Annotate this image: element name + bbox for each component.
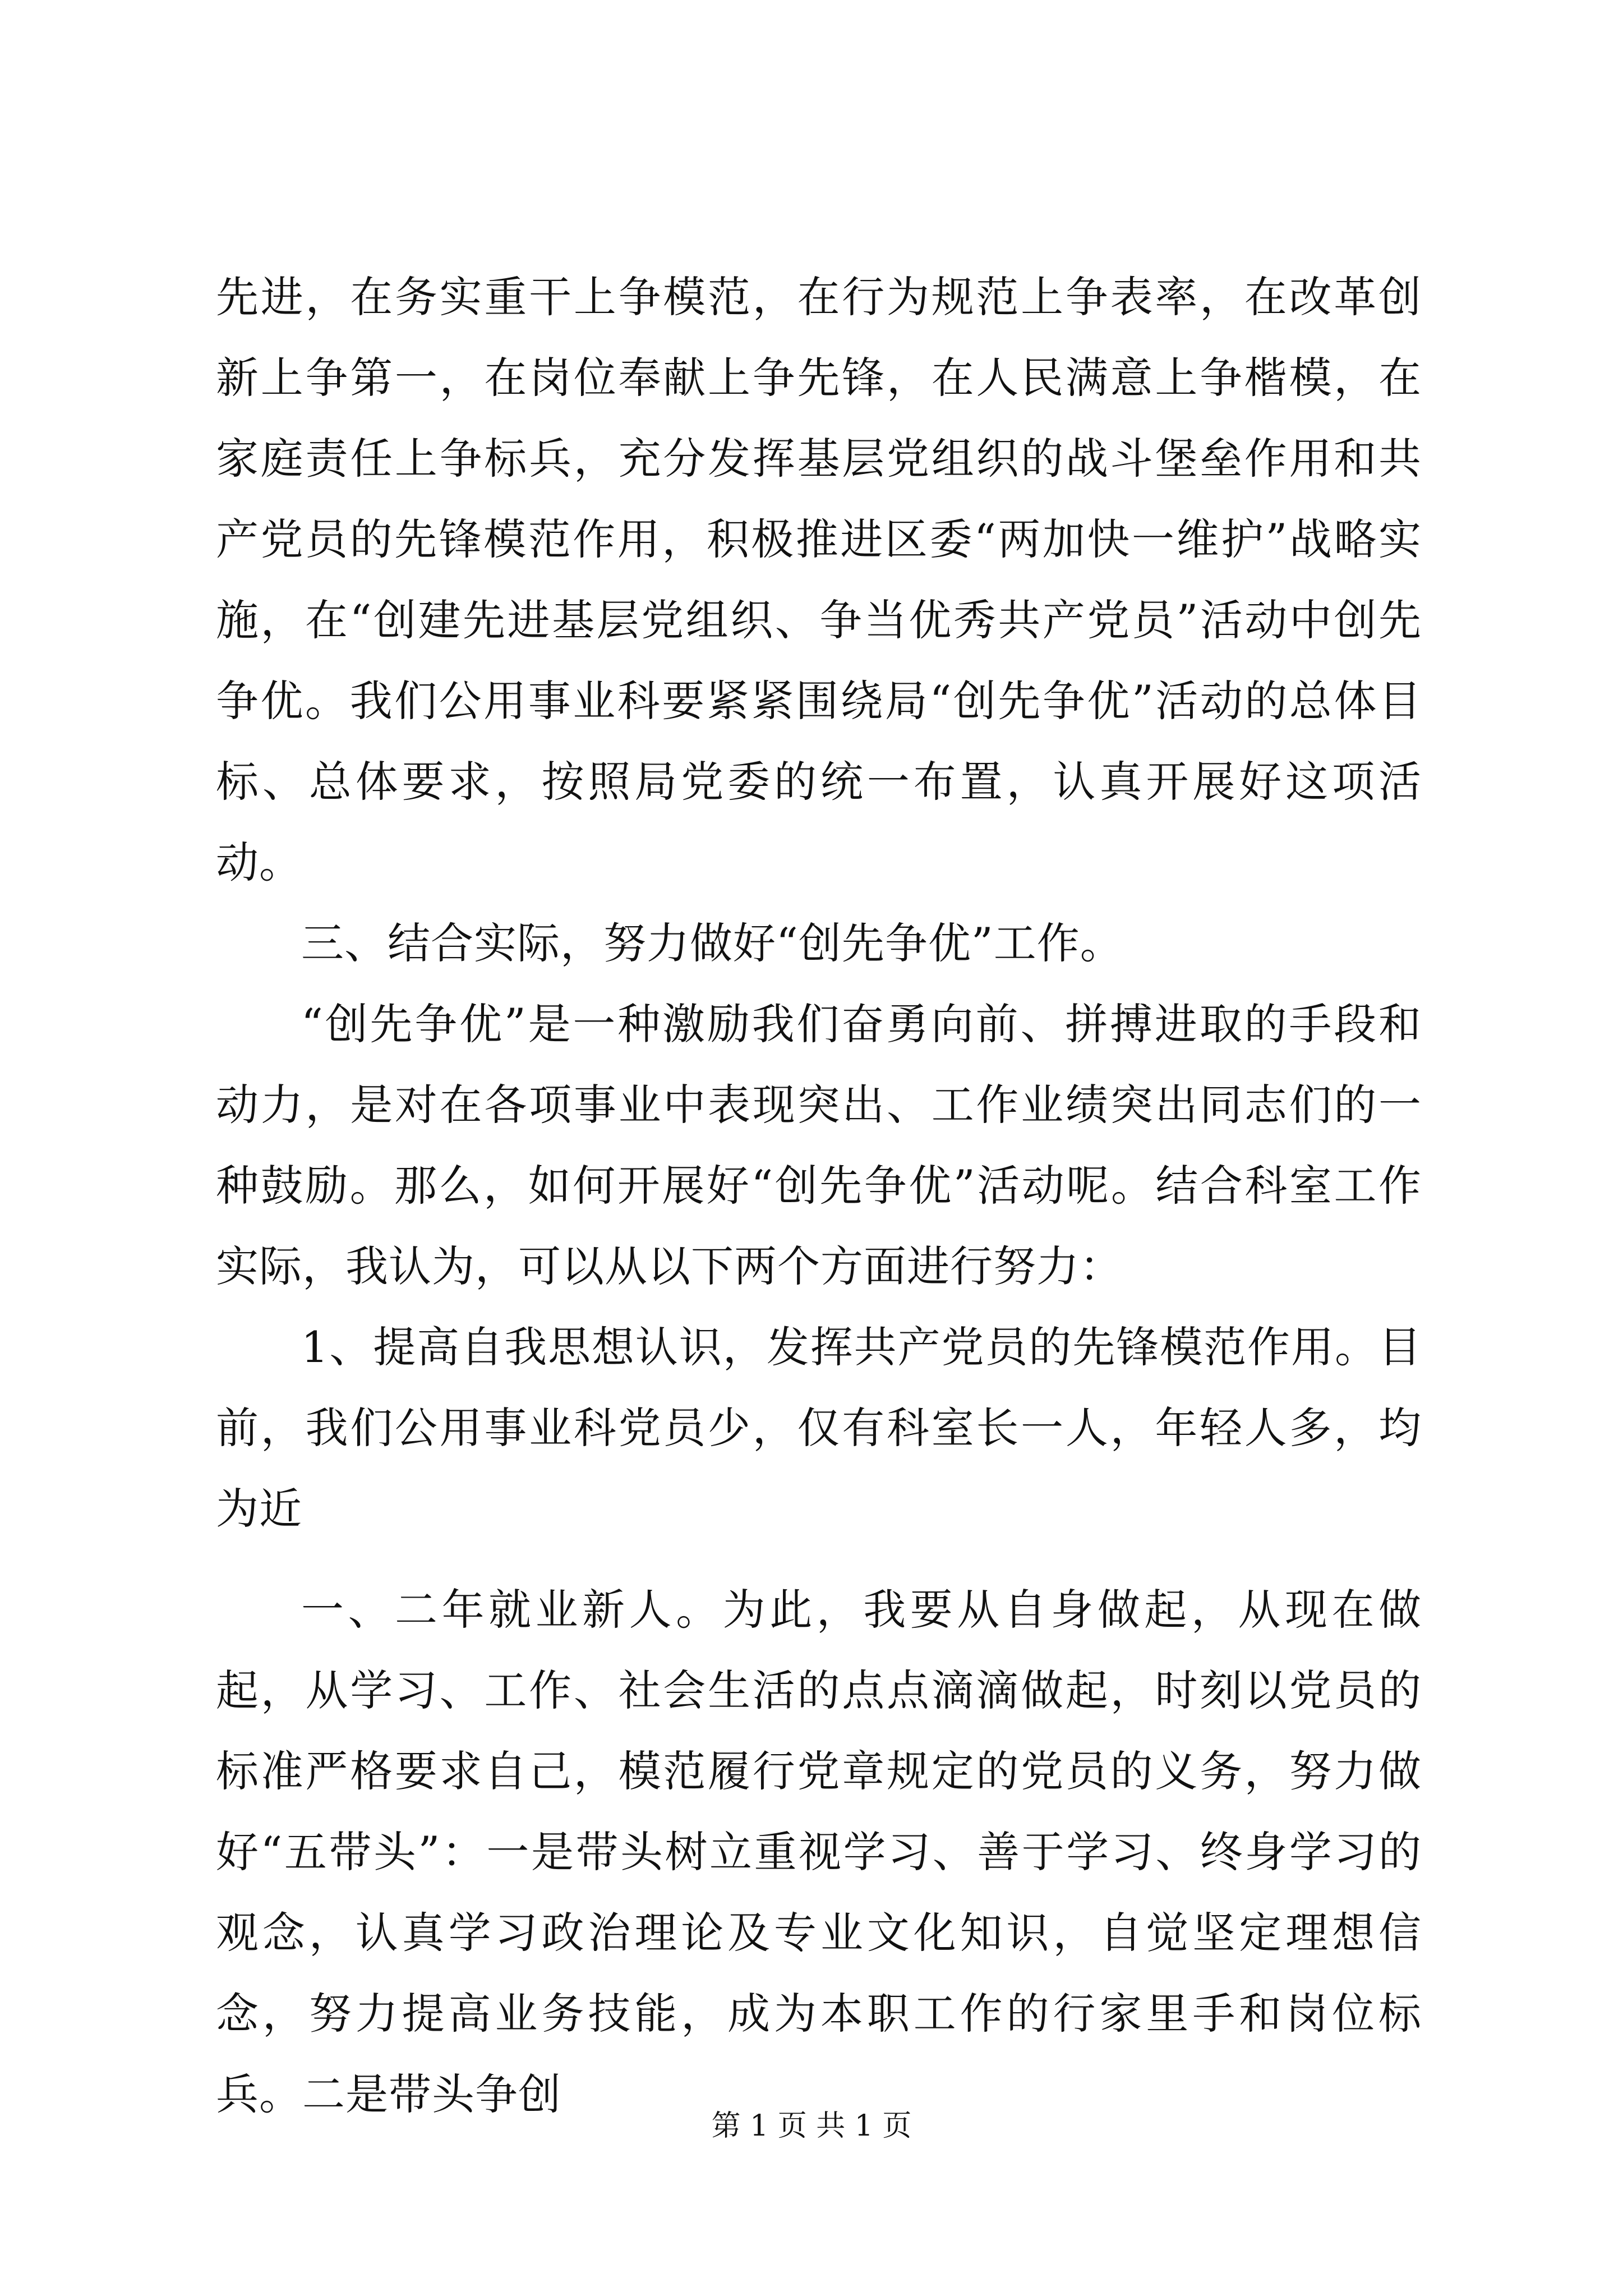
paragraph-section-heading: 三、结合实际，努力做好“创先争优”工作。 — [301, 918, 1123, 968]
document-body — [216, 257, 1422, 2135]
paragraph-five-leads: 一、二年就业新人。为此，我要从自身做起，从现在做起，从学习、工作、社会生活的点点滴滴做起，时刻以党员的标准严格要求自己，模范履行党章规定的党员的义务，努力做好“五带头”：一是带头树立重视学习、善于学习、终身学习的观念，认真学习政治理论及专业文化知识，自觉坚定理想信念，努力提高业务技能，成为本职工作的行家里手和岗位标兵。二是带头争创 — [216, 1585, 1422, 2119]
paragraph-continuation: 先进，在务实重干上争模范，在行为规范上争表率，在改革创新上争第一，在岗位奉献上争先锋，在人民满意上争楷模，在家庭责任上争标兵，充分发挥基层党组织的战斗堡垒作用和共产党员的先锋模范作用，积极推进区委“两加快一维护”战略实施，在“创建先进基层党组织、争当优秀共产党员”活动中创先争优。我们公用事业科要紧紧围绕局“创先争优”活动的总体目标、总体要求，按照局党委的统一布置，认真开展好这项活动。 — [216, 272, 1422, 887]
paragraph-encouragement: “创先争优”是一种激励我们奋勇向前、拼搏进取的手段和动力，是对在各项事业中表现突出、工作业绩突出同志们的一种鼓励。那么，如何开展好“创先争优”活动呢。结合科室工作实际，我认为，可以从以下两个方面进行努力： — [216, 999, 1422, 1291]
paragraph-point-one: 1、提高自我思想认识，发挥共产党员的先锋模范作用。目前，我们公用事业科党员少，仅有科室长一人，年轻人多，均为近 — [216, 1322, 1422, 1534]
page-footer: 第 1 页 共 1 页 — [711, 2109, 912, 2143]
